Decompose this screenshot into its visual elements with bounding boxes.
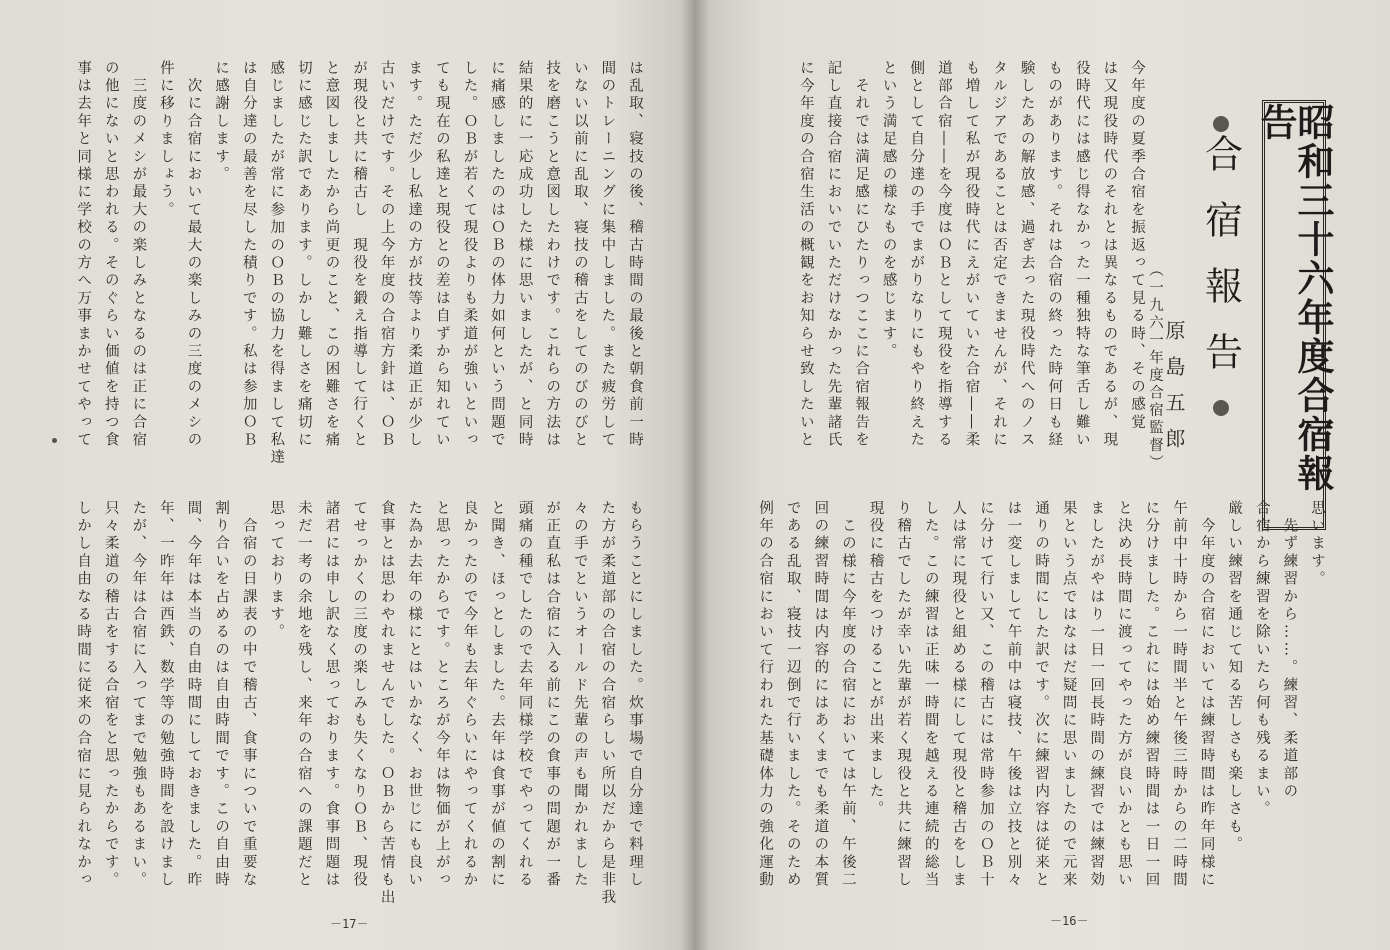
book-gutter [680, 0, 710, 950]
page17-top-text: は乱取、寝技の後、稽古時間の最後と朝食前一時 間のトレーニングに集中しました。また疲労して いない以前に乱取、寝技の稽古をしてのびのびと 技を磨こうと意図したわけです。これらの方法は 結果的に一応成功した様に思いましたが、と同時 に痛感しましたのはＯＢの体力如何という問題で した。ＯＢが若くて現役よりも柔道が強いといっ ても現在の私達と現役との差は自ずから知れてい ます。ただ少し私達の方が技等より柔道正が少し 古いだけです。その上今年度の合宿方針は、ＯＢ が現役と共に稽古し 現役を鍛え指導して行くと と意図しましたから尚更のこと、この困難さを痛 切に感じた訳であります。しかし難しさを痛切に 感じましたが常に参加のＯＢの協力を得まして私達 は自分達の最善を尽した積りです。私は参加ＯＢ に感謝します。 次に合宿において最大の楽しみの三度のメシの 件に移りましょう。 三度のメシが最大の楽しみとなるのは正に合宿 の他にないと思われる。そのぐらい価値を持つ食 事は去年と同様に学校の方へ万事まかせてやって [75, 60, 643, 468]
author-role: （一九六一年度合宿監督） [1147, 262, 1163, 472]
heading-bullet-icon [1213, 116, 1229, 132]
page16-top-text: 今年度の夏季合宿を振返って見る時、その感覚 は又現役時代のそれとは異なるものであるが、現 役時代には感じ得なかった一種独特な筆舌し難い ものがあります。それは合宿の終った時何日も経 験したあの解放感、過ぎ去った現役時代へのノス タルジアであることは否定できませんが、それに も増して私が現役時代にえがいていた合宿――柔 道部合宿――を今度はＯＢとして現役を指導する 側として自分達の手でまがりなりにもやり終えた という満足感の様なものを感じます。 それでは満足感にひたりっつここに合宿報告を 記し直接合宿においでいただけなかった先輩諸氏 に今年度の合宿生活の概観をお知らせ致したいと [797, 60, 1145, 450]
article-title-box [1254, 100, 1334, 530]
margin-dot [52, 438, 57, 443]
page17-bottom-text: もらうことにしました。炊事場で自分達で料理し た方が柔道部の合宿の合宿らしい所以だから是非我 々の手でというオールド先輩の声も聞かれました が正直私は合宿に入る前にこの食事の問題が一番 頭痛の種でしたので去年同様学校でやってくれる と聞き、ほっとしました。去年は食事が値の割に 良かったので今年も去年ぐらいにやってくれるか と思ったからです。ところが今年は物価が上がっ た為か去年の様にとはいかなく、お世じにも良い 食事とは思わやれませんでした。ＯＢから苦情も出 てせっかくの三度の楽しみも失くなりＯＢ、現役 諸君には申し訳なく思っております。食事問題は 未だ一考の余地を残し、来年の合宿への課題だと 思っております。 合宿の日課表の中で稽古、食事についで重要な 割り合いを占めるのは自由時間です。この自由時 間、今年は本当の自由時間にしておきました。昨 年、一昨年は西鉄、数学等の勉強時間を設けまし たが、今年は合宿に入ってまで勉強もあるまい。 只々柔道の稽古をする合宿をと思ったからです。 しかし自由なる時間に従来の合宿に見られなかっ [75, 500, 643, 908]
heading-bullet-icon [1213, 400, 1229, 416]
heading-text: 合宿報告 [1198, 134, 1243, 398]
page-number-16: －16－ [1050, 914, 1089, 928]
page-number-17: －17－ [330, 917, 369, 931]
page16-bottom-text: 思います。 先ず練習から……。練習、柔道部の 合宿から練習を除いたら何も残るまい。 厳しい練習を通じて知る苦しさも楽しさも。 今年度の合宿においては練習時間は昨年同様に 午前中十時から一時間半と午後三時からの二時間 に分けました。これには始め練習時間は一日一回 と決め長時間に渡ってやった方が良いかとも思い ましたがやはり一日一回長時間の練習では練習効 果という点ではなはだ疑問に思いましたので元来 通りの時間にした訳です。次に練習内容は従来と は一変しまして午前中は寝技、午後は立技と別々 に分けて行い又、この稽古には常時参加のＯＢ十 人は常に現役と組める様にして現役と稽古をしま した。この練習は正味一時間を越える連続的総当 り稽古でしたが幸い先輩が若く現役と共に練習し 現役に稽古をつけることが出来ました。 この様に今年度の合宿においては午前、午後二 回の練習時間は内容的にはあくまでも柔道の本質 である乱取、寝技一辺倒で行いました。そのため 例年の合宿において行われた基礎体力の強化運動 [757, 500, 1325, 890]
author-name: 原島五郎 [1162, 320, 1186, 464]
article-title: 昭和三十六年度合宿報告 [1254, 103, 1334, 493]
article-heading [1198, 116, 1244, 416]
